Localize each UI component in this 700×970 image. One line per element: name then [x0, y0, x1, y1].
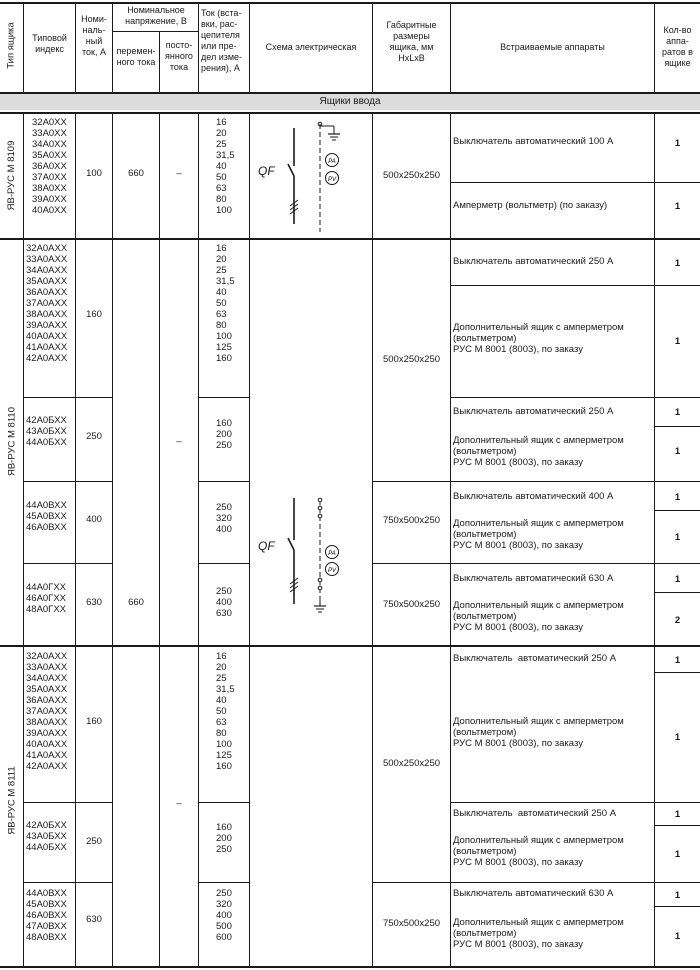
group2-r4-dimensions: 750х500х250 [382, 599, 441, 610]
group2-r1-currents: 16 20 25 31,5 40 50 63 80 100 125 160 [216, 243, 235, 364]
group2-r3-count1: 1 [674, 492, 681, 503]
group-separator-2 [0, 645, 700, 647]
group2-ac: 660 [128, 597, 144, 608]
group1-count2: 1 [674, 201, 681, 212]
header-fuse-current: Ток (вста- вки, рас- цепителя или пре- дел изме- рения), А [201, 8, 243, 73]
group2-r2-count1: 1 [674, 407, 681, 418]
group3-r3-indices: 44А0ВХХ 45А0ВХХ 46А0ВХХ 47А0ВХХ 48А0ВХХ [26, 888, 67, 943]
header-dimensions: Габаритные размеры ящика, мм HxLxB [386, 20, 437, 63]
group3-r3-count1: 1 [674, 890, 681, 901]
group1-nominal: 100 [86, 168, 102, 179]
group3-r3-currents: 250 320 400 500 600 [216, 888, 232, 943]
group2-r2-indices: 42А0БХХ 43А0БХХ 44А0БХХ [26, 415, 67, 448]
header-type: Тип ящика [5, 22, 17, 69]
header-voltage: Номинальное напряжение, В [125, 5, 187, 26]
group2-r1-indices: 32А0АХХ 33А0АХХ 34А0АХХ 35А0АХХ 36А0АХХ 37А0АХХ 38А0АХХ 39А0АХХ 40А0АХХ 41А0АХХ 42А0АХХ [26, 243, 68, 364]
group3-r2-device1: Выключатель автоматический 250 А [453, 808, 617, 819]
group2-r2-count2: 1 [674, 446, 681, 457]
group2-r4-currents: 250 400 630 [216, 586, 232, 619]
group2-r3-count2: 1 [674, 532, 681, 543]
group2-r4-count2: 2 [674, 615, 681, 626]
group2-r3-device1: Выключатель автоматический 400 А [453, 491, 614, 502]
group2-r4-device2: Дополнительный ящик с амперметром (вольтметром) РУС М 8001 (8003), по заказу [453, 600, 624, 633]
header-scheme: Схема электрическая [265, 42, 357, 52]
scheme2-qf-label: QF [258, 539, 275, 553]
group3-r3-count2: 1 [674, 931, 681, 942]
header-voltage-split [112, 31, 198, 32]
scheme2-diagram [250, 484, 372, 624]
group3-r3-device2: Дополнительный ящик с амперметром (вольтметром) РУС М 8001 (8003), по заказу [453, 917, 624, 950]
group3-dimensions-r12: 500х250х250 [382, 758, 441, 769]
group-separator-1 [0, 238, 700, 240]
scheme2-pa-label: PA [328, 551, 336, 557]
group3-r1-device2: Дополнительный ящик с амперметром (вольтметром) РУС М 8001 (8003), по заказу [453, 716, 624, 749]
group2-r1-count1: 1 [674, 258, 681, 269]
group2-r1-nominal: 160 [86, 309, 102, 320]
group1-type: ЯВ-РУС М 8109 [6, 140, 17, 211]
group1-currents: 16 20 25 31,5 40 50 63 80 100 [216, 117, 235, 216]
group2-dimensions-r12: 500х250х250 [382, 354, 441, 365]
group3-dc: – [176, 798, 182, 809]
header-nominal-current: Номи- наль- ный ток, А [81, 14, 107, 57]
group1-device1: Выключатель автоматический 100 А [453, 136, 614, 147]
group3-r3-nominal: 630 [86, 914, 102, 925]
group3-r1-indices: 32А0АХХ 33А0АХХ 34А0АХХ 35А0АХХ 36А0АХХ 37А0АХХ 38А0АХХ 39А0АХХ 40А0АХХ 41А0АХХ 42А0АХХ [26, 651, 68, 772]
group3-r1-count2: 1 [674, 732, 681, 743]
group2-r4-nominal: 630 [86, 597, 102, 608]
group3-r2-currents: 160 200 250 [216, 822, 232, 855]
group2-r3-device2: Дополнительный ящик с амперметром (вольтметром) РУС М 8001 (8003), по заказу [453, 518, 624, 551]
group1-dc: – [176, 168, 182, 179]
header-count: Кол-во аппа- ратов в ящике [662, 25, 693, 68]
group2-r2-device1: Выключатель автоматический 250 А [453, 406, 614, 417]
group3-type: ЯВ-РУС М 8111 [6, 766, 18, 835]
group3-r2-count2: 1 [674, 849, 681, 860]
group1-count1: 1 [674, 138, 681, 149]
scheme1-pa-label: PA [328, 159, 336, 165]
group3-r2-indices: 42А0БХХ 43А0БХХ 44А0БХХ [26, 820, 67, 853]
group1-indices: 32А0ХХ 33А0ХХ 34А0ХХ 35А0ХХ 36А0ХХ 37А0ХХ 38А0ХХ 39А0ХХ 40А0ХХ [32, 117, 67, 216]
group2-r1-count2: 1 [674, 336, 681, 347]
group3-r1-nominal: 160 [86, 716, 102, 727]
group3-r3-dimensions: 750х500х250 [382, 918, 441, 929]
group2-r2-device2: Дополнительный ящик с амперметром (вольтметром) РУС М 8001 (8003), по заказу [453, 435, 624, 468]
group2-r1-device2: Дополнительный ящик с амперметром (вольтметром) РУС М 8001 (8003), по заказу [453, 322, 624, 355]
group1-dimensions: 500х250х250 [382, 170, 441, 181]
group2-r4-count1: 1 [674, 574, 681, 585]
scheme1-pv-label: PV [327, 177, 337, 183]
group2-dc: – [176, 436, 182, 447]
group3-r2-nominal: 250 [86, 836, 102, 847]
scheme2-pv-label: PV [327, 568, 337, 574]
header-index: Типовой индекс [32, 33, 67, 54]
group2-r2-nominal: 250 [86, 431, 102, 442]
header-devices: Встраиваемые аппараты [500, 42, 605, 52]
group2-r4-device1: Выключатель автоматический 630 А [453, 573, 614, 584]
table-bottom-border [0, 966, 700, 968]
group1-ac: 660 [128, 168, 144, 179]
group2-r3-indices: 44А0ВХХ 45А0ВХХ 46А0ВХХ [26, 500, 67, 533]
group3-r1-count1: 1 [674, 655, 681, 666]
group3-r2-device2: Дополнительный ящик с амперметром (вольтметром) РУС М 8001 (8003), по заказу [453, 835, 624, 868]
group3-r3-device1: Выключатель автоматический 630 А [453, 888, 614, 899]
group3-r1-device1: Выключатель автоматический 250 А [453, 653, 617, 664]
scheme1-diagram [250, 114, 372, 238]
group3-r1-currents: 16 20 25 31,5 40 50 63 80 100 125 160 [216, 651, 235, 772]
group3-r2-count1: 1 [674, 809, 681, 820]
header-voltage-dc: посто- янного тока [165, 40, 193, 72]
section-title: Ящики ввода [319, 96, 381, 107]
group2-r1-device1: Выключатель автоматический 250 А [453, 256, 614, 267]
table-top-border [0, 2, 700, 4]
group2-r3-dimensions: 750х500х250 [382, 515, 441, 526]
group2-type: ЯВ-РУС М 8110 [6, 407, 18, 477]
group2-r3-nominal: 400 [86, 514, 102, 525]
group2-r4-indices: 44А0ГХХ 46А0ГХХ 48А0ГХХ [26, 582, 67, 615]
group1-device2: Амперметр (вольтметр) (по заказу) [453, 200, 608, 211]
group2-r3-currents: 250 320 400 [216, 502, 232, 535]
header-voltage-ac: перемен- ного тока [116, 46, 156, 67]
scheme1-qf-label: QF [258, 164, 275, 178]
group2-r2-currents: 160 200 250 [216, 418, 232, 451]
